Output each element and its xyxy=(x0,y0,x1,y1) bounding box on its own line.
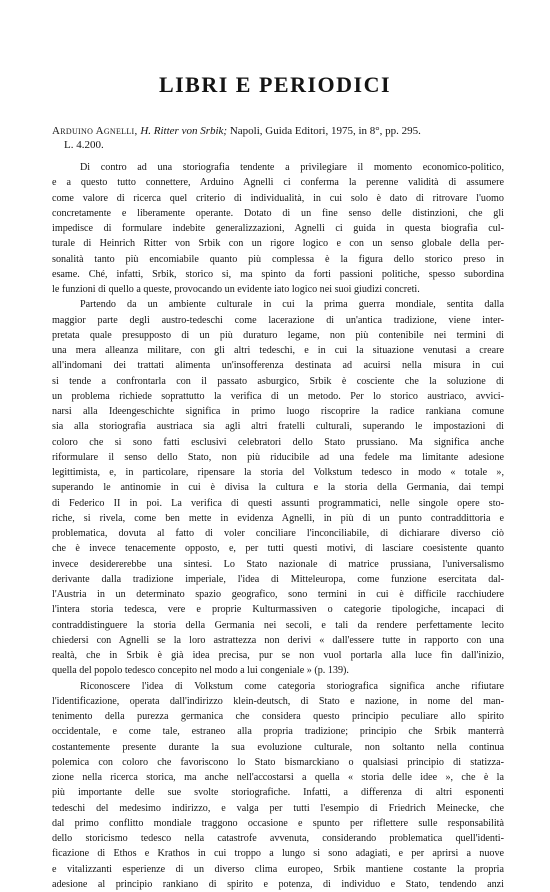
text-line: pretata quale presupposto di un più duraturo legame, non più contenibile nei termini di xyxy=(52,328,504,343)
text-line: sia alla storiografia austriaca sia agli altri fratelli culturali, superando le impostazioni di xyxy=(52,419,504,434)
text-line: l'identificazione, operata dall'indirizzo klein-deutsch, di Stato e nazione, in nome del man- xyxy=(52,694,504,709)
text-line: problematica, dovuta al fatto di voler conciliare l'inconciliabile, di dichiarare diverso ciò xyxy=(52,526,504,541)
text-line: adesione al principio rankiano di spirito e potenza, di individuo e Stato, tendendo anzi xyxy=(52,877,504,892)
body-paragraph xyxy=(52,679,504,892)
text-line: all'indomani dei trattati alimenta un'insofferenza destinata ad acuirsi nella misura in cui xyxy=(52,358,504,373)
citation-price: L. 4.200. xyxy=(52,139,104,151)
text-line: le funzioni di quello a queste, provocando un evidente iato logico nei suoi giudizi concreti. xyxy=(52,282,504,297)
text-line: invece desidererebbe una sintesi. Lo Stato nazionale di matrice prussiana, l'universalismo xyxy=(52,557,504,572)
text-line: narsi alla Ideengeschichte significa in primo luogo riscoprire la radice rankiana comune xyxy=(52,404,504,419)
text-line: riformulare il senso dello Stato, non più riducibile ad una fedele ma limitante adesione xyxy=(52,450,504,465)
text-line: occidentale, e come tale, estraneo alla propria tradizione; principio che Srbik manterrà xyxy=(52,724,504,739)
text-line: l'Austria in un determinato spazio geografico, sono termini in cui è difficile racchiudere xyxy=(52,587,504,602)
text-line: e vitalizzanti esperienze di un diverso clima europeo, Srbik mantiene costante la propria xyxy=(52,862,504,877)
text-line: quella del popolo tedesco concepito nel modo a lui congeniale » (p. 139). xyxy=(52,663,504,678)
text-line: superando le antinomie in cui è divisa la cultura e la storia della Germania, dai tempi xyxy=(52,480,504,495)
text-line: Partendo da un ambiente culturale in cui la prima guerra mondiale, sentita dalla xyxy=(52,297,504,312)
section-title: LIBRI E PERIODICI xyxy=(0,72,550,98)
text-line: coloro che si sono fatti esclusivi celebratori dello Stato prussiano. Ma significa anche xyxy=(52,435,504,450)
text-line: Di contro ad una storiografia tendente a privilegiare il momento economico-politico, xyxy=(52,160,504,175)
text-line: sonalità tanto più encomiabile quanto più complessa è la figura dello storico preso in xyxy=(52,252,504,267)
text-line: contraddistinguere la storia della Germania nei secoli, e tali da rendere perfettamente lecito xyxy=(52,618,504,633)
text-line: si tende a confrontarla con il passato asburgico, Srbik è cosciente che la soluzione di xyxy=(52,374,504,389)
text-line: costantemente presente durante la sua evoluzione culturale, non soltanto nella continua xyxy=(52,740,504,755)
text-line: concretamente e liberamente operante. Dotato di un fine senso delle distinzioni, che gli xyxy=(52,206,504,221)
text-line: un problema richiede soprattutto la verifica di un metodo. Per lo storico austriaco, avvici- xyxy=(52,389,504,404)
text-line: e a questo tutto connettere, Arduino Agnelli ci conferma la perenne validità di assumere xyxy=(52,175,504,190)
text-line: ficazione di Ethos e Krathos in cui troppo a lungo si sono adagiati, e per aprirsi a nuove xyxy=(52,846,504,861)
text-line: tenimento della purezza germanica che considera questo principio peculiare allo spirito xyxy=(52,709,504,724)
citation-publisher-info: Napoli, Guida Editori, 1975, in 8°, pp. 295. xyxy=(230,125,421,137)
text-line: Riconoscere l'idea di Volkstum come categoria storiografica significa anche rifiutare xyxy=(52,679,504,694)
body-paragraph xyxy=(52,160,504,297)
text-line: più importante delle sue svolte storiografiche. Infatti, a differenza di altri esponenti xyxy=(52,785,504,800)
text-line: come valore di ricerca quel criterio di individualità, in cui solo è dato di ritrovare l'uomo xyxy=(52,191,504,206)
text-line: che è invece tenacemente opposto, e, per tutti questi motivi, di lasciare coesistente quanto xyxy=(52,541,504,556)
text-line: riche, si rivela, come ben mette in evidenza Agnelli, in più di un punto contraddittoria e xyxy=(52,511,504,526)
book-citation xyxy=(52,124,504,152)
text-line: realtà, che in Srbik è già idea precisa, pur se non vuol portarla alla luce fin dall'inizio, xyxy=(52,648,504,663)
text-line: impedisce di formulare indebite generalizzazioni, Agnelli ci guida in questa biografia cul- xyxy=(52,221,504,236)
text-line: polemica con coloro che favoriscono lo Stato bismarckiano o qualsiasi principio di statizza- xyxy=(52,755,504,770)
text-line: zione nella ricerca storica, ma anche nell'accostarsi a quella « storia delle idee », che è la xyxy=(52,770,504,785)
text-line: di Federico II in poi. La verifica di questi assunti programmatici, nelle singole opere sto- xyxy=(52,496,504,511)
text-line: maggior parte degli austro-tedeschi come lacerazione di un'antica tradizione, viene inter- xyxy=(52,313,504,328)
citation-book-title: H. Ritter von Srbik; xyxy=(140,125,227,137)
text-line: derivante dalla tradizione imperiale, l'idea di Mitteleuropa, come funzione esercitata dal- xyxy=(52,572,504,587)
citation-author: Arduino Agnelli, xyxy=(52,125,138,137)
text-line: chiedersi con Agnelli se la loro astrattezza non derivi « dall'essere tutte in rapporto con una xyxy=(52,633,504,648)
text-line: esame. Ché, infatti, Srbik, storico si, ma spinto da forti passioni politiche, spesso subordina xyxy=(52,267,504,282)
text-line: una mera alleanza militare, con gli altri tedeschi, e in cui la situazione venutasi a creare xyxy=(52,343,504,358)
body-paragraph xyxy=(52,297,504,678)
text-line: tedeschi del medesimo indirizzo, e valga per tutti l'esempio di Friedrich Meinecke, che xyxy=(52,801,504,816)
text-line: legittimista, e, in particolare, ripensare la storia del Volkstum tedesco in modo « totale », xyxy=(52,465,504,480)
text-line: dello storicismo tedesco nella catastrofe avvenuta, considerando problematica quell'identi- xyxy=(52,831,504,846)
review-body xyxy=(52,160,504,892)
text-line: turale di Heinrich Ritter von Srbik con un rigore logico e con un senso globale della per- xyxy=(52,236,504,251)
text-line: l'intera storia tedesca, vere e proprie Kulturmassiven o categorie tipologiche, incapaci di xyxy=(52,602,504,617)
text-line: dal primo conflitto mondiale traggono occasione e spunto per riflettere sulle responsabilità xyxy=(52,816,504,831)
